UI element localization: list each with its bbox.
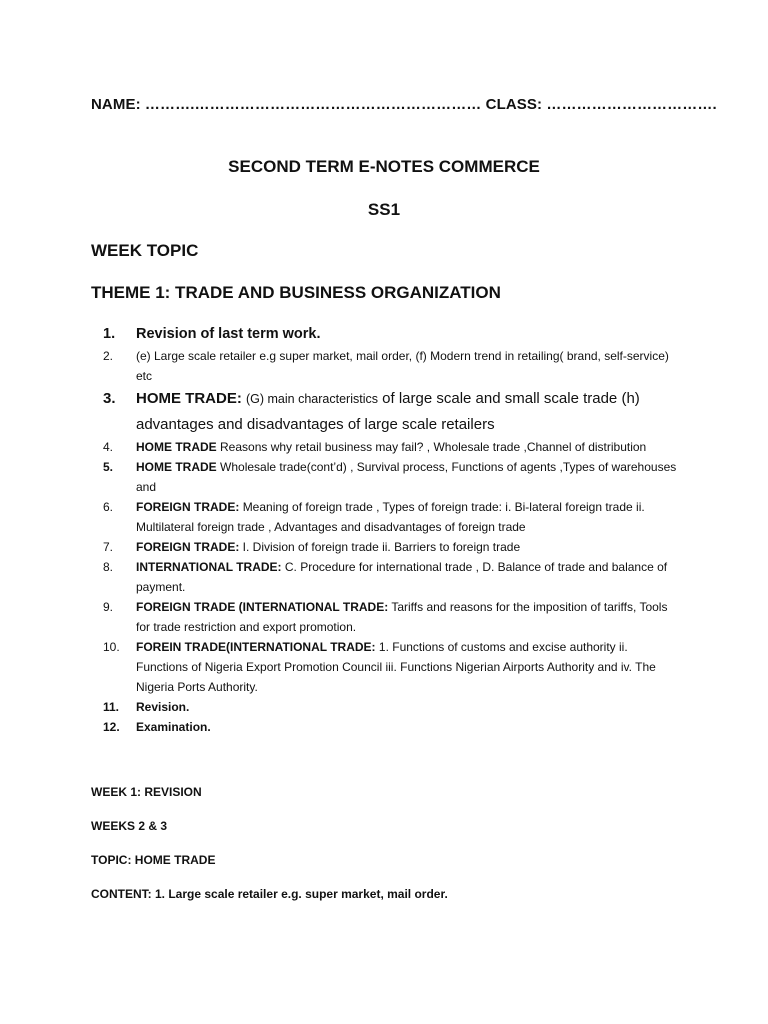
list-item — [91, 497, 681, 537]
list-item — [91, 322, 681, 346]
document-title: SECOND TERM E-NOTES COMMERCE — [228, 157, 540, 176]
class-level: SS1 — [367, 200, 401, 219]
item-text: I. Division of foreign trade ii. Barriers to foreign trade — [239, 540, 521, 554]
item-number: 2. — [103, 349, 114, 363]
list-item — [91, 637, 681, 697]
item-lead: INTERNATIONAL TRADE: — [136, 560, 282, 574]
item-number: 7. — [103, 540, 114, 554]
item-number: 1. — [103, 326, 116, 342]
week1-heading: WEEK 1: REVISION — [91, 785, 202, 799]
item-lead: Revision. — [136, 700, 190, 714]
content-heading: CONTENT: 1. Large scale retailer e.g. super market, mail order. — [91, 887, 448, 901]
topic-list — [91, 322, 681, 737]
week-topic-heading: WEEK TOPIC — [91, 241, 199, 260]
item-lead: Examination. — [136, 720, 211, 734]
list-item — [91, 537, 681, 557]
item-number: 8. — [103, 560, 114, 574]
item-text: of large scale and small scale trade (h) advantages and disadvantages of large scale retailers — [136, 390, 640, 433]
item-number: 10. — [103, 640, 120, 654]
item-text-small: (G) main characteristics — [246, 392, 378, 406]
item-text: Tariffs and reasons for the imposition of tariffs, Tools for trade restriction and export promotion. — [136, 600, 668, 634]
item-lead: FOREIGN TRADE (INTERNATIONAL TRADE: — [136, 600, 389, 614]
item-number: 5. — [103, 460, 114, 474]
theme-heading: THEME 1: TRADE AND BUSINESS ORGANIZATION — [91, 283, 501, 302]
item-text: 1. Functions of customs and excise authority ii. Functions of Nigeria Export Promotion Council iii. Functions Nigerian Airports Authority and iv. The Nigeria Ports Authority. — [136, 640, 656, 694]
item-number: 6. — [103, 500, 114, 514]
weeks23-heading: WEEKS 2 & 3 — [91, 819, 168, 833]
list-item — [91, 386, 681, 437]
item-text: C. Procedure for international trade , D. Balance of trade and balance of payment. — [136, 560, 668, 594]
item-lead: HOME TRADE — [136, 460, 217, 474]
item-lead: Revision of last term work. — [136, 326, 321, 342]
item-text: Wholesale trade(cont’d) , Survival process, Functions of agents ,Types of warehouses and — [136, 460, 677, 494]
item-text: (e) Large scale retailer e.g super market, mail order, (f) Modern trend in retailing( brand, self-service) etc — [136, 349, 669, 383]
list-item — [91, 346, 681, 386]
item-text: Meaning of foreign trade , Types of foreign trade: i. Bi-lateral foreign trade ii. Multilateral foreign trade , Advantages and disadvantages of foreign trade — [136, 500, 645, 534]
item-number: 4. — [103, 440, 114, 454]
item-text: Reasons why retail business may fail? , Wholesale trade ,Channel of distribution — [220, 440, 647, 454]
list-item — [91, 457, 681, 497]
list-item — [91, 697, 681, 717]
list-item — [91, 597, 681, 637]
list-item — [91, 437, 681, 457]
item-number: 3. — [103, 390, 116, 407]
item-lead: FOREIGN TRADE: — [136, 540, 240, 554]
item-lead: HOME TRADE — [136, 440, 217, 454]
name-class-line: NAME: ……….………………………………………………… CLASS: ……………………………. — [91, 96, 717, 113]
item-number: 12. — [103, 720, 120, 734]
item-lead: FOREIN TRADE(INTERNATIONAL TRADE: — [136, 640, 376, 654]
topic-heading: TOPIC: HOME TRADE — [91, 853, 216, 867]
list-item — [91, 717, 681, 737]
item-lead: FOREIGN TRADE: — [136, 500, 240, 514]
list-item — [91, 557, 681, 597]
item-number: 11. — [103, 700, 120, 714]
item-lead: HOME TRADE: — [136, 390, 242, 407]
item-number: 9. — [103, 600, 114, 614]
